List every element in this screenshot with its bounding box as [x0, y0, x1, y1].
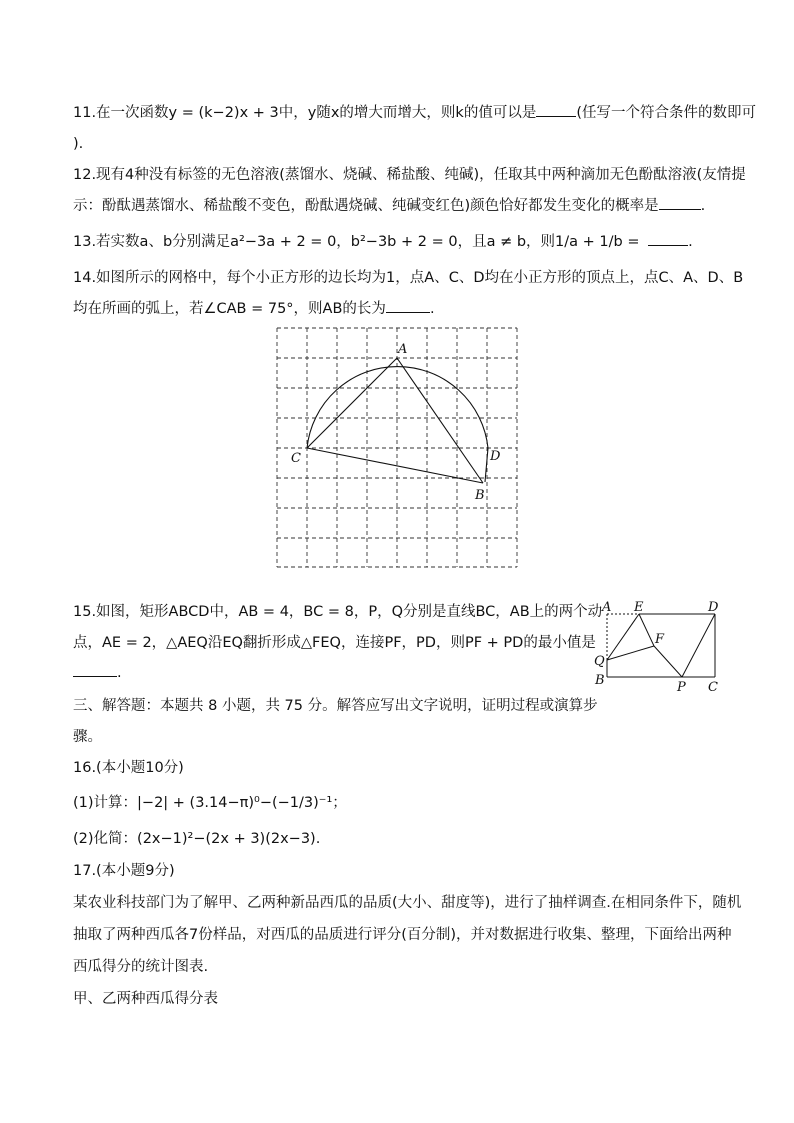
q16-part2: (2)化简：(2x−1)²−(2x + 3)(2x−3).: [73, 831, 321, 847]
q13-end: .: [688, 234, 693, 250]
q15-end: .: [117, 665, 122, 681]
q15-segment-pd: [682, 614, 715, 677]
q15-segment-eq: [607, 614, 639, 660]
q16-part1: (1)计算：|−2| + (3.14−π)⁰−(−1/3)⁻¹；: [73, 795, 347, 811]
q12-line1: 12.现有4种没有标签的无色溶液(蒸馏水、烧碱、稀盐酸、纯碱)，任取其中两种滴加无色酚酞溶液(友情提: [73, 167, 746, 183]
q17-table-title: 甲、乙两种西瓜得分表: [73, 991, 218, 1007]
q15-line2: 点，AE = 2，△AEQ沿EQ翻折形成△FEQ，连接PF，PD，则PF + PD的最小值是: [73, 635, 596, 651]
q16-header: 16.(本小题10分): [73, 760, 184, 776]
q15-label-c: C: [708, 680, 718, 695]
q17-paragraph-line1: 某农业科技部门为了解甲、乙两种新品西瓜的品质(大小、甜度等)，进行了抽样调查.在相同条件下，随机: [73, 895, 742, 911]
q14-line1: 14.如图所示的网格中，每个小正方形的边长均为1，点A、C、D均在小正方形的顶点上，点C、A、D、B: [73, 270, 744, 286]
q15-label-e: E: [634, 600, 644, 615]
q14-label-d: D: [490, 449, 501, 464]
q12-end: .: [700, 198, 706, 214]
q14-text: 均在所画的弧上，若∠CAB = 75°，则AB的长为: [73, 301, 386, 317]
q13-text: 13.若实数a、b分别满足a²−3a + 2 = 0，b²−3b + 2 = 0，且a ≠ b，则1/a + 1/b =: [73, 234, 640, 250]
q15-label-q: Q: [594, 654, 605, 669]
q17-header: 17.(本小题9分): [73, 863, 175, 879]
q11-line2: ).: [73, 136, 84, 152]
q17-paragraph-line3: 西瓜得分的统计图表.: [73, 959, 209, 975]
q14-label-c: C: [291, 451, 301, 466]
q15-segment-fp: [654, 646, 682, 677]
q12-text: 示：酚酞遇蒸馏水、稀盐酸不变色，酚酞遇烧碱、纯碱变红色)颜色恰好都发生变化的概率是: [73, 198, 659, 214]
q15-label-a: A: [602, 600, 612, 615]
q15-label-d: D: [708, 600, 719, 615]
q11-text-tail: (任写一个符合条件的数即可: [576, 105, 756, 121]
q15-label-f: F: [655, 632, 665, 647]
q14-label-a: A: [398, 342, 408, 357]
q17-paragraph-line2: 抽取了两种西瓜各7份样品，对西瓜的品质进行评分(百分制)，并对数据进行收集、整理，下面给出两种: [73, 927, 732, 943]
q14-label-b: B: [475, 488, 485, 503]
q15-label-b: B: [595, 673, 605, 688]
q14-end: .: [429, 301, 435, 317]
section3-line1: 三、解答题：本题共 8 小题，共 75 分。解答应写出文字说明，证明过程或演算步: [73, 698, 598, 714]
q11-text: 11.在一次函数y = (k−2)x + 3中，y随x的增大而增大，则k的值可以是: [73, 105, 537, 121]
q15-segment-qf: [607, 646, 654, 660]
section3-line2: 骤。: [73, 729, 102, 745]
q15-segment-ef: [639, 614, 654, 646]
q15-line1: 15.如图，矩形ABCD中，AB = 4，BC = 8，P，Q分别是直线BC，AB上的两个动: [73, 604, 603, 620]
q15-label-p: P: [677, 680, 686, 695]
